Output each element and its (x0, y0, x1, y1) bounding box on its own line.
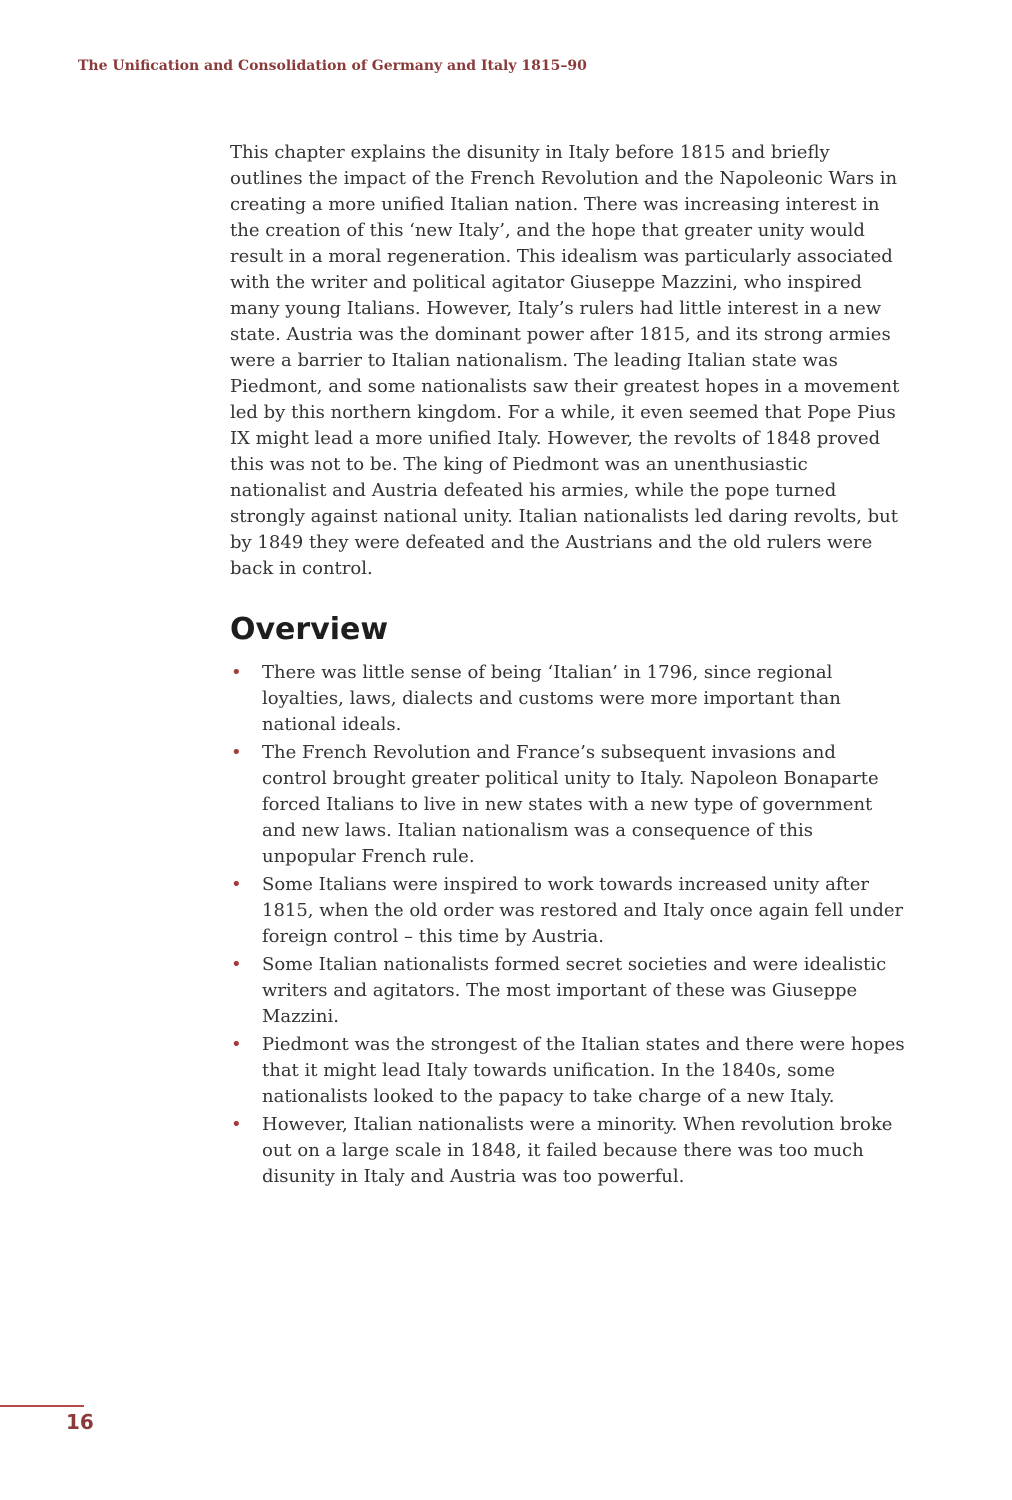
running-header-title: The Unification and Consolidation of Germany and Italy 1815–90 (78, 58, 587, 74)
bullet-icon: • (231, 1114, 242, 1135)
overview-item-text: The French Revolution and France’s subsequent invasions and control brought greater political unity to Italy. Napoleon Bonaparte forced Italians to live in new states with a new type of government and new laws. Italian nationalism was a consequence of this unpopular French rule. (262, 742, 879, 867)
bullet-icon: • (231, 874, 242, 895)
intro-paragraph: This chapter explains the disunity in Italy before 1815 and briefly outlines the impact of the French Revolution and the Napoleonic Wars in creating a more unified Italian nation. There was increasing interest in the creation of this ‘new Italy’, and the hope that greater unity would result in a moral regeneration. This idealism was particularly associated with the writer and political agitator Giuseppe Mazzini, who inspired many young Italians. However, Italy’s rulers had little interest in a new state. Austria was the dominant power after 1815, and its strong armies were a barrier to Italian nationalism. The leading Italian state was Piedmont, and some nationalists saw their greatest hopes in a movement led by this northern kingdom. For a while, it even seemed that Pope Pius IX might lead a more unified Italy. However, the revolts of 1848 proved this was not to be. The king of Piedmont was an unenthusiastic nationalist and Austria defeated his armies, while the pope turned strongly against national unity. Italian nationalists led daring revolts, but by 1849 they were defeated and the Austrians and the old rulers were back in control. (230, 142, 900, 579)
overview-item (230, 1032, 905, 1110)
bullet-icon: • (231, 1034, 242, 1055)
overview-item-text: Piedmont was the strongest of the Italian states and there were hopes that it might lead Italy towards unification. In the 1840s, some nationalists looked to the papacy to take charge of a new Italy. (262, 1034, 905, 1107)
page-number: 16 (66, 1410, 94, 1434)
chapter-content (230, 140, 905, 1192)
bullet-icon: • (231, 954, 242, 975)
overview-item-text: There was little sense of being ‘Italian’ in 1796, since regional loyalties, laws, dialects and customs were more important than national ideals. (262, 662, 841, 735)
bullet-icon: • (231, 662, 242, 683)
overview-heading: Overview (230, 612, 389, 647)
overview-item (230, 872, 905, 950)
overview-item (230, 952, 905, 1030)
overview-item (230, 1112, 905, 1190)
overview-item-text: However, Italian nationalists were a minority. When revolution broke out on a large scale in 1848, it failed because there was too much disunity in Italy and Austria was too powerful. (262, 1114, 893, 1187)
overview-item-text: Some Italian nationalists formed secret societies and were idealistic writers and agitators. The most important of these was Giuseppe Mazzini. (262, 954, 887, 1027)
overview-list (230, 660, 905, 1190)
bullet-icon: • (231, 742, 242, 763)
overview-item (230, 660, 905, 738)
overview-item (230, 740, 905, 870)
footer-rule (0, 1405, 84, 1407)
overview-item-text: Some Italians were inspired to work towards increased unity after 1815, when the old order was restored and Italy once again fell under foreign control – this time by Austria. (262, 874, 904, 947)
